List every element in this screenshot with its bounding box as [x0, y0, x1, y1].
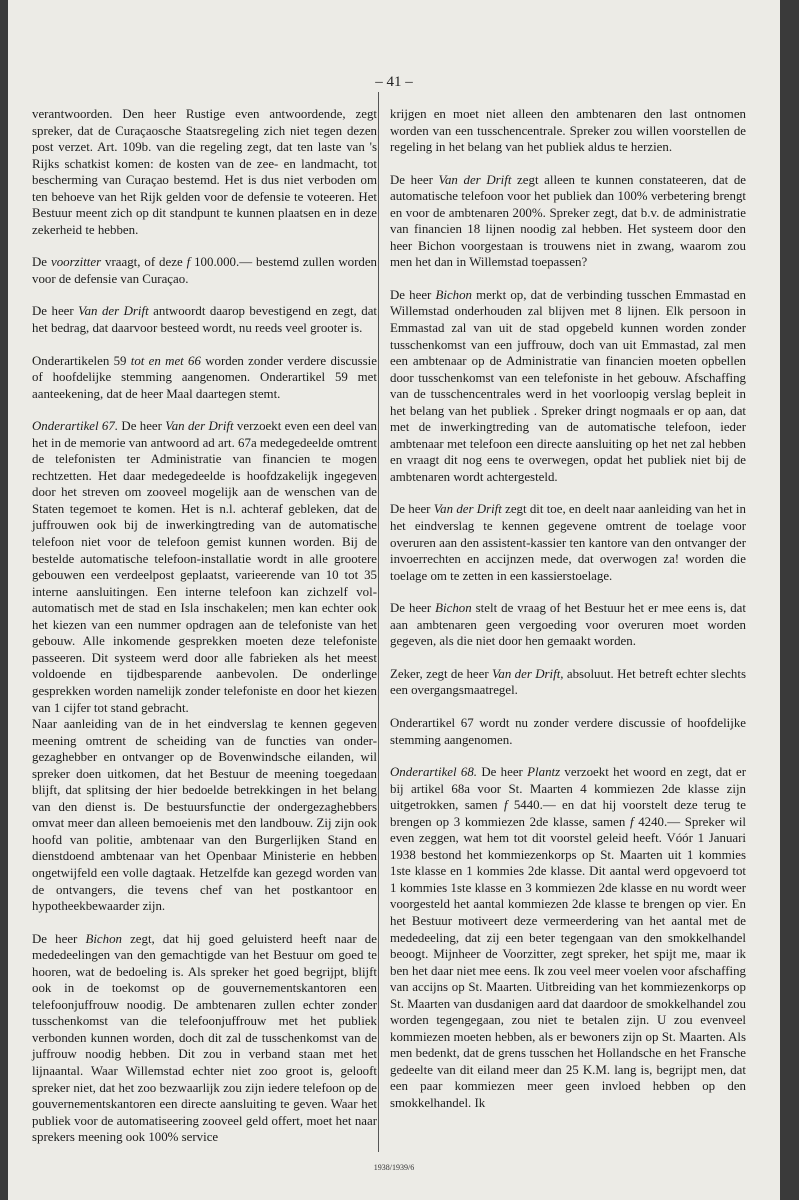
- paragraph: [390, 172, 746, 271]
- paragraph: [390, 287, 746, 486]
- italic-run: Bichon: [435, 287, 472, 302]
- text-run: De heer: [390, 502, 434, 517]
- left-column: [32, 106, 377, 1162]
- paragraph: [390, 600, 746, 650]
- text-run: zegt, dat hij goed geluisterd heeft naar de mededeelingen van den gemachtigde van het Bestuur om goed te hooren, wat de bedoeling is. Als spreker het goed begrijpt, blijft ook in de toekomst op de gouvernementskantoren een telefoonjuffrouw noodig. De ambtenaren zullen echter zonder tusschenkomst van die telefoonjuffrouw met het publiek verbonden kunnen worden, doch dit zal de tusschenkomst van de juffrouw noodig hebben. Dit zou in verband staan met het lijnaantal. Waar Willemstad echter niet zoo groot is, gelooft spreker niet, dat het zoo bezwaarlijk zou zijn iedere telefoon op de gouvernementskantoren een directe aansluiting te geven. Waar het publiek voor de automatiseering zooveel geld offert, moet het naar sprekers meening ook 100% service: [32, 931, 377, 1145]
- italic-run: Van der Drift: [78, 304, 149, 319]
- paragraph: [32, 418, 377, 716]
- text-run: Zeker, zegt de heer: [390, 666, 492, 681]
- text-run: De heer: [390, 287, 436, 302]
- italic-run: Van der Drift: [165, 419, 234, 434]
- paragraph: [32, 716, 377, 915]
- text-run: zegt dit toe, en deelt naar aanleiding van het in het eindverslag te kennen gegevene omtrent de toelage voor overuren aan den assistent-kassier ten kantore van den ontvanger der invoerrechten en accijnzen mede, dat overwogen za! worden die toelage om te zetten in een kassierstoelage.: [390, 502, 746, 583]
- text-run: zegt alleen te kunnen constateeren, dat de automatische telefoon voor het publiek dan 100% verbetering brengt en voor de ambtenaren 200%. Spreker zegt, dat b.v. de administratie van financien 18 lijnen noodig zal hebben. Het systeem door den heer Bichon voorgestaan is trouwens niet in zwang, waarom zou men het dan in Willemstad toepassen?: [390, 172, 746, 270]
- text-run: 5440.— en dat hij voorstelt deze terug te brengen op 3 kommiezen 2de klasse, samen: [390, 798, 746, 829]
- text-run: De heer: [32, 931, 86, 946]
- text-run: absoluut. Het betreft echter slechts een overgangsmaatregel.: [390, 666, 746, 698]
- paragraph: [32, 931, 377, 1146]
- paragraph: [390, 106, 746, 156]
- text-run: stelt de vraag of het Bestuur het er mee eens is, dat aan ambtenaren geen vergoeding voor overuren moet worden gegeven, als die niet door hen gemaakt worden.: [390, 601, 746, 649]
- page-number: – 41 –: [375, 74, 413, 90]
- italic-run: Bichon: [435, 601, 472, 616]
- text-run: verzoekt even een deel van het in de memorie van antwoord ad art. 67a medegedeelde omtrent de telefonisten ter Administratie van financien te mogen rechtzetten. Het daar medegedeelde is hoofdzakelijk ingegeven door het streven om zooveel mogelijk aan de wenschen van de Staten tegemoet te komen. Het is n.l. achteraf gebleken, dat de juffrouwen ook bij de inwerkingtreding van de automatische telefoon niet voor de telefoon gemist kunnen worden. Bij de bestelde automatische telefoon-installatie wordt in alle grootere gebouwen een verdeelpost geplaatst, varieerende van 10 tot 35 interne aansluitingen. Een interne telefoon kan zichzelf vol-automatisch met de stad en Isla inschakelen; men kan echter ook het kiezen van een nummer opdragen aan de telefoniste van het gebouw. Alle inkomende gesprekken moeten deze telefoniste passeeren. Dit systeem werd door alle fabrieken als het meest voldoende en tijdbesparende aanbevolen. De onderlinge gesprekken worden namelijk zonder telefoniste en door het kiezen van 1 cijfer tot stand gebracht.: [32, 419, 377, 715]
- paragraph: [390, 501, 746, 584]
- text-run: antwoordt daarop bevestigend en zegt, dat het bedrag, dat daarvoor besteed wordt, nu reeds veel grooter is.: [32, 304, 377, 336]
- italic-run: Onderartikel 68.: [390, 765, 478, 780]
- text-run: vraagt, of deze: [101, 255, 187, 270]
- text-run: 100.000.— bestemd zullen worden voor de defensie van Curaçao.: [32, 255, 378, 286]
- text-run: Naar aanleiding van de in het eindverslag te kennen gegeven meening omtrent de scheiding van de functies van onder-gezaghebber en ontvanger op de Bovenwindsche eilanden, wil spreker doen uitkomen, dat het Bestuur de meening toegedaan blijft, dat splitsing der hier bedoelde betrekkingen in het belang van den dienst is. De bestuursfunctie der ondergezaghebbers omvat meer dan alleen bemoeienis met den landbouw. Zij zijn ook hoofd van politie, ambtenaar van den Burgerlijken Stand en dienstdoend ambtenaar van het Openbaar Ministerie en hebben ongetwijfeld een volle dagtaak. Hetzelfde kan gezegd worden van de ontvangers, die tevens chef van het postkantoor en hypotheekbewaarder zijn.: [32, 717, 377, 914]
- text-run: Onderartikelen 59: [32, 353, 131, 368]
- paragraph: [32, 353, 377, 403]
- paragraph: [390, 764, 746, 1111]
- document-page: [8, 0, 780, 1200]
- column-divider: [378, 92, 379, 1152]
- italic-run: Van der Drift,: [491, 666, 564, 681]
- print-code: 1938/1939/6: [373, 1163, 415, 1172]
- text-run: De heer: [390, 601, 436, 616]
- paragraph: [32, 106, 377, 238]
- paragraph: [390, 666, 746, 699]
- text-run: De heer: [477, 765, 528, 780]
- text-run: merkt op, dat de verbinding tusschen Emmastad en Willemstad onderhouden zal blijven met 8 lijnen. Elk persoon in Emmastad zal van uit de stad opgebeld kunnen worden zonder tusschenkomst van een juffrouw, doch van uit Emmastad, zal men een ambtenaar op de Administratie van financien moeten opbellen door tusschenkomst van een telefoniste in het gebouw. Afschaffing van de tusschencentrales werd in het voorloopig verslag bepleit in het belang van het publiek . Spreker dringt nogmaals er op aan, dat met de inwerkingtreding van de automatische telefoon, ieder ambtenaar met telefoon een directe aansluiting op het net zal hebben en vraagt dit nog eens te overwegen, opdat het publiek niet bij de ambtenaren wordt achtergesteld.: [390, 287, 746, 484]
- text-run: De heer: [390, 172, 439, 187]
- italic-run: f: [503, 798, 508, 813]
- paragraph: [390, 715, 746, 748]
- italic-run: Plantz: [527, 765, 561, 780]
- text-run: krijgen en moet niet alleen den ambtenaren den last ontnomen worden van een tusschencentrale. Spreker zou willen voorstellen de regeling in het belang van het publiek aldus te herzien.: [390, 107, 746, 155]
- text-run: De heer: [32, 304, 79, 319]
- italic-run: voorzitter: [50, 255, 102, 270]
- italic-run: f: [186, 255, 191, 270]
- text-run: De: [32, 255, 51, 270]
- italic-run: tot en met 66: [130, 353, 201, 368]
- italic-run: Bichon: [85, 931, 122, 946]
- text-run: De heer: [118, 419, 166, 434]
- text-run: verantwoorden. Den heer Rustige even antwoordende, zegt spreker, dat de Curaçaosche Staatsregeling zich niet tegen dezen post verzet. Art. 109b. van die regeling zegt, dat ten laste van 's Rijks schatkist komen: de kosten van de zee- en landmacht, tot bescherming van Curaçao bestemd. Het is dus niet verboden om ten behoeve van het Rijk gelden voor de defensie te voteeren. Het Bestuur meent zich op dit standpunt te kunnen plaatsen en in deze zekerheid te hebben.: [32, 107, 377, 237]
- text-run: verzoekt het woord en zegt, dat er bij artikel 68a voor St. Maarten 4 kommiezen 2de klasse zijn uitgetrokken, samen: [390, 765, 746, 813]
- paragraph: [32, 254, 377, 287]
- italic-run: Onderartikel 67.: [32, 419, 119, 434]
- italic-run: f: [629, 814, 634, 829]
- paragraph: [32, 303, 377, 336]
- text-run: worden zonder verdere discussie of hoofdelijke stemming aangenomen. Onderartikel 59 met aanteekening, dat de heer Maal daartegen stemt.: [32, 353, 377, 401]
- text-run: 4240.— Spreker wil even zeggen, wat hem tot dit voorstel geleid heeft. Vóór 1 Januari 1938 bestond het kommiezenkorps op St. Maarten uit 1 kommies 1ste klasse en 1 kommies 2de klasse. Dit aantal werd opgevoerd tot 1 kommies 1ste klasse en 3 kommiezen 2de klasse en nu wordt weer voorgesteld het aantal kommiezen 2de klasse te brengen op vier. En het Bestuur motiveert deze vermeerdering van het aantal met de mededeeling, dat zij een beter tegengaan van den smokkelhandel beoogt. Mijnheer de Voorzitter, zegt spreker, het spijt me, maar ik ben het daar niet mee eens. Ik zou veel meer voelen voor afschaffing van accijns op St. Maarten. Uitbreiding van het kommiezenkorps op St. Maarten van dusdanigen aard dat daardoor de smokkelhandel zou worden tegengegaan, zou niet te betalen zijn. U zou evenveel kommiezen moeten hebben, als er bewoners zijn op St. Maarten. Als men bedenkt, dat de grens tusschen het Hollandsche en het Fransche gedeelte van dit eiland meer dan 25 K.M. lang is, begrijpt men, dat een paar kommiezen meer geen invloed hebben op den smokkelhandel. Ik: [390, 814, 746, 1110]
- text-run: Onderartikel 67 wordt nu zonder verdere discussie of hoofdelijke stemming aangenomen.: [390, 715, 746, 747]
- italic-run: Van der Drift: [438, 172, 512, 187]
- italic-run: Van der Drift: [433, 502, 502, 517]
- right-column: [390, 106, 746, 1128]
